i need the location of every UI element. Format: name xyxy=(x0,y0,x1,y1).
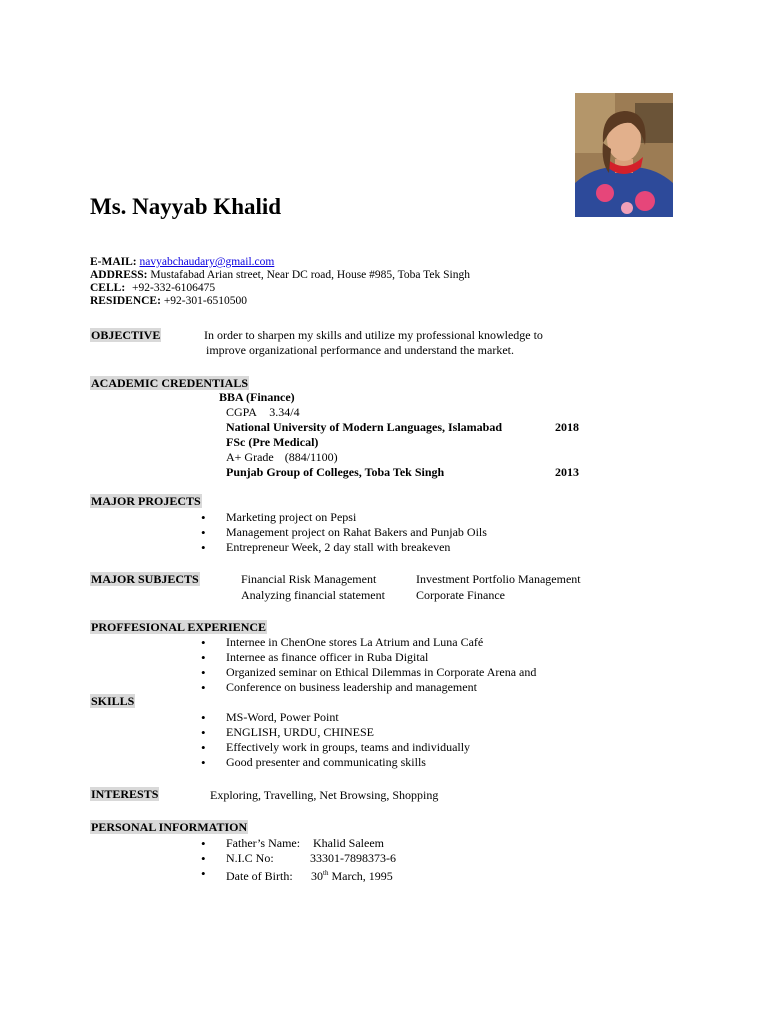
cell-value: +92-332-6106475 xyxy=(132,282,216,294)
email-line xyxy=(90,256,274,268)
residence-label: RESIDENCE: xyxy=(90,295,161,307)
objective-line-1: In order to sharpen my skills and utilize my professional knowledge to xyxy=(204,328,543,342)
grade-line xyxy=(226,450,338,465)
subject-item: Investment Portfolio Management xyxy=(416,572,581,586)
grade-value: (884/1100) xyxy=(284,450,338,464)
degree-fsc: FSc (Pre Medical) xyxy=(226,435,319,449)
email-link[interactable]: navyabchaudary@gmail.com xyxy=(139,256,275,268)
residence-value: +92-301-6510500 xyxy=(163,295,247,307)
list-item xyxy=(201,866,396,881)
dob-suffix: th xyxy=(323,869,329,877)
cgpa-value: 3.34/4 xyxy=(269,405,300,419)
list-item: • Organized seminar on Ethical Dilemmas in Corporate Arena and xyxy=(201,665,536,680)
year-2013: 2013 xyxy=(555,465,579,479)
profile-photo xyxy=(575,93,673,217)
cgpa-line xyxy=(226,405,300,420)
address-label: ADDRESS: xyxy=(90,269,148,281)
academic-heading: ACADEMIC CREDENTIALS xyxy=(91,376,249,390)
list-item: • Internee in ChenOne stores La Atrium and Luna Café xyxy=(201,635,536,650)
list-item xyxy=(201,851,396,866)
residence-line xyxy=(90,295,247,307)
year-2018: 2018 xyxy=(555,420,579,434)
degree-bba: BBA (Finance) xyxy=(219,390,295,404)
subject-item: Corporate Finance xyxy=(416,588,505,602)
subject-item: Analyzing financial statement xyxy=(241,588,385,602)
list-item: • Management project on Rahat Bakers and Punjab Oils xyxy=(201,525,487,540)
subjects-heading: MAJOR SUBJECTS xyxy=(91,572,199,586)
projects-heading: MAJOR PROJECTS xyxy=(91,494,201,508)
list-item: • MS-Word, Power Point xyxy=(201,710,470,725)
objective-line-2: improve organizational performance and understand the market. xyxy=(206,343,514,357)
subject-item: Financial Risk Management xyxy=(241,572,377,586)
cgpa-label: CGPA xyxy=(226,405,257,419)
nic-label: N.I.C No: xyxy=(226,851,274,865)
dob-day: 30 xyxy=(311,869,323,883)
skills-heading: SKILLS xyxy=(91,694,135,708)
skills-list xyxy=(201,710,470,770)
cell-line xyxy=(90,282,215,294)
list-item: • Internee as finance officer in Ruba Digital xyxy=(201,650,536,665)
institution-numl: National University of Modern Languages, Islamabad xyxy=(226,420,503,434)
experience-heading: PROFFESIONAL EXPERIENCE xyxy=(91,620,267,634)
address-value: Mustafabad Arian street, Near DC road, House #985, Toba Tek Singh xyxy=(150,269,470,281)
list-item: • Good presenter and communicating skills xyxy=(201,755,470,770)
candidate-name: Ms. Nayyab Khalid xyxy=(90,194,282,219)
list-item: • Marketing project on Pepsi xyxy=(201,510,487,525)
projects-list xyxy=(201,510,487,555)
dob-rest: March, 1995 xyxy=(331,869,393,883)
address-line xyxy=(90,269,470,281)
father-value: Khalid Saleem xyxy=(313,836,384,850)
objective-heading: OBJECTIVE xyxy=(91,328,161,342)
list-item: • Effectively work in groups, teams and individually xyxy=(201,740,470,755)
interests-text: Exploring, Travelling, Net Browsing, Shopping xyxy=(210,788,439,802)
personal-heading: PERSONAL INFORMATION xyxy=(91,820,248,834)
father-label: Father’s Name: xyxy=(226,836,301,850)
grade-label: A+ Grade xyxy=(226,450,274,464)
email-label: E-MAIL: xyxy=(90,256,137,268)
experience-list xyxy=(201,635,536,695)
cell-label: CELL: xyxy=(90,282,126,294)
interests-heading: INTERESTS xyxy=(91,787,159,801)
institution-pgc: Punjab Group of Colleges, Toba Tek Singh xyxy=(226,465,445,479)
list-item: • Entrepreneur Week, 2 day stall with breakeven xyxy=(201,540,487,555)
list-item: • ENGLISH, URDU, CHINESE xyxy=(201,725,470,740)
nic-value: 33301-7898373-6 xyxy=(310,851,396,865)
portrait-illustration xyxy=(575,93,673,217)
list-item xyxy=(201,836,396,851)
dob-label: Date of Birth: xyxy=(226,869,293,883)
list-item: • Conference on business leadership and management xyxy=(201,680,536,695)
personal-list xyxy=(201,836,396,881)
